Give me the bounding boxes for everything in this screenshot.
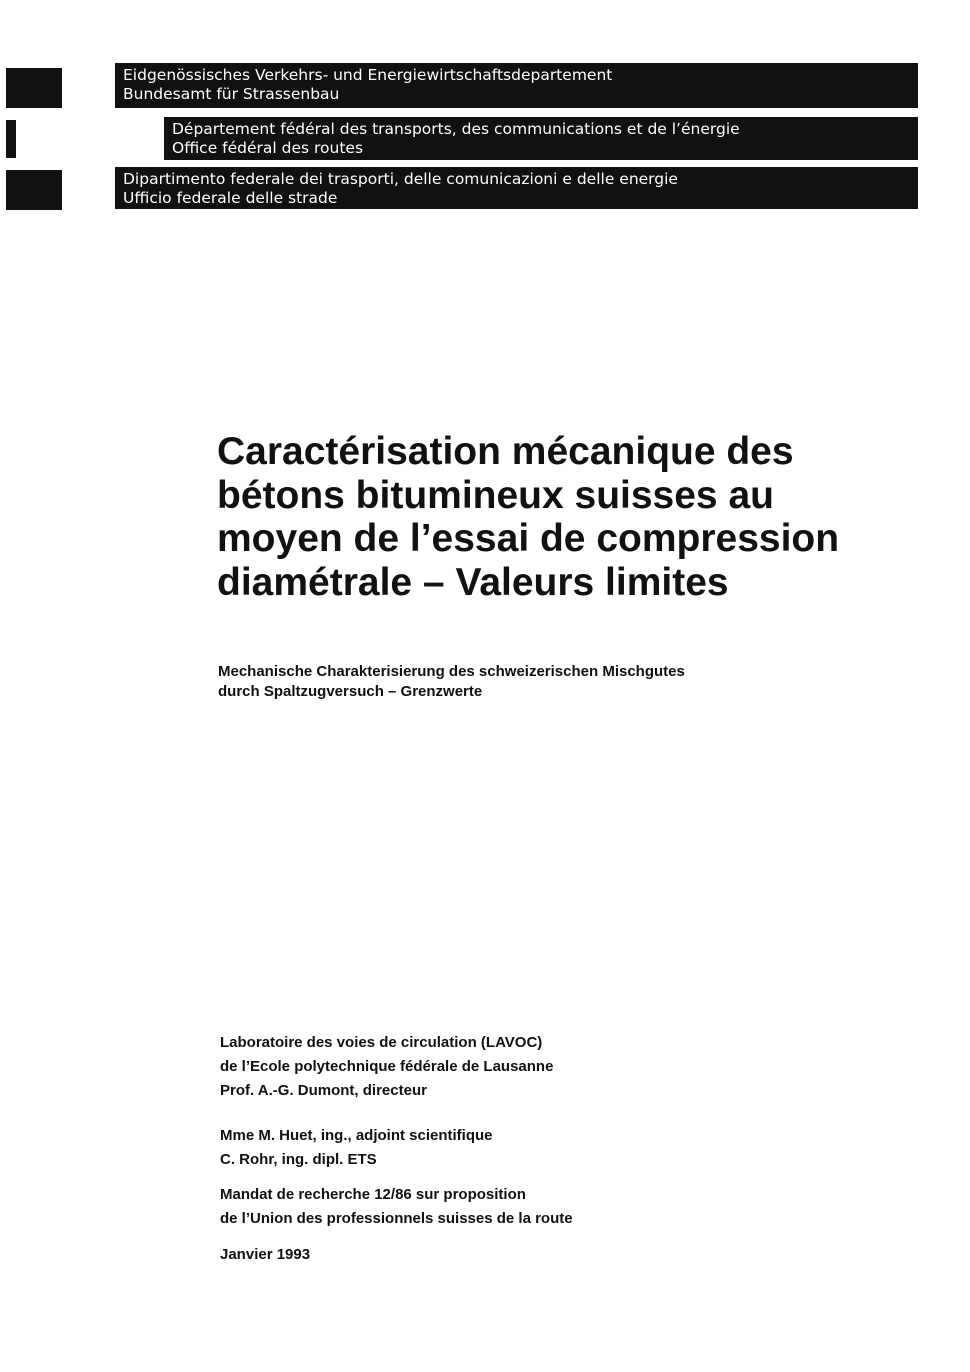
date-text: Janvier 1993	[220, 1246, 311, 1263]
title-line: bétons bitumineux suisses au	[217, 473, 774, 517]
header-bar-french	[164, 117, 918, 160]
laboratory-line: Prof. A.-G. Dumont, directeur	[220, 1082, 427, 1099]
header-french-department: Département fédéral des transports, des communications et de l’énergie	[172, 120, 740, 138]
laboratory-line: de l’Ecole polytechnique fédérale de Lausanne	[220, 1058, 554, 1075]
laboratory-line: Laboratoire des voies de circulation (LAVOC)	[220, 1034, 543, 1051]
title-line: Caractérisation mécanique des	[217, 430, 794, 473]
mandate-line: Mandat de recherche 12/86 sur proposition	[220, 1186, 526, 1203]
author-line: Mme M. Huet, ing., adjoint scientifique	[220, 1127, 493, 1144]
header-bar-italian	[115, 167, 918, 209]
header-french-office: Office fédéral des routes	[172, 139, 364, 157]
header-german-department: Eidgenössisches Verkehrs- und Energiewirtschaftsdepartement	[123, 66, 613, 84]
emblem-bottom-block	[6, 170, 62, 210]
header-bar-german	[115, 63, 918, 108]
laboratory-info	[220, 1031, 820, 1103]
publication-date	[220, 1243, 820, 1267]
subtitle-line: Mechanische Charakterisierung des schweizerischen Mischgutes	[218, 663, 685, 680]
mandate-info	[220, 1183, 820, 1231]
authors-info	[220, 1124, 820, 1172]
header-italian-office: Ufficio federale delle strade	[123, 189, 338, 207]
mandate-line: de l’Union des professionnels suisses de la route	[220, 1210, 573, 1227]
title-line: moyen de l’essai de compression	[217, 517, 840, 560]
document-title	[217, 430, 917, 604]
document-subtitle	[218, 662, 868, 702]
subtitle-line: durch Spaltzugversuch – Grenzwerte	[218, 683, 483, 700]
emblem-middle-block	[6, 120, 16, 158]
title-line: diamétrale – Valeurs limites	[217, 560, 729, 604]
author-line: C. Rohr, ing. dipl. ETS	[220, 1151, 377, 1168]
emblem-top-block	[6, 68, 62, 108]
header-italian-department: Dipartimento federale dei trasporti, delle comunicazioni e delle energie	[123, 170, 678, 188]
header-german-office: Bundesamt für Strassenbau	[123, 85, 340, 103]
